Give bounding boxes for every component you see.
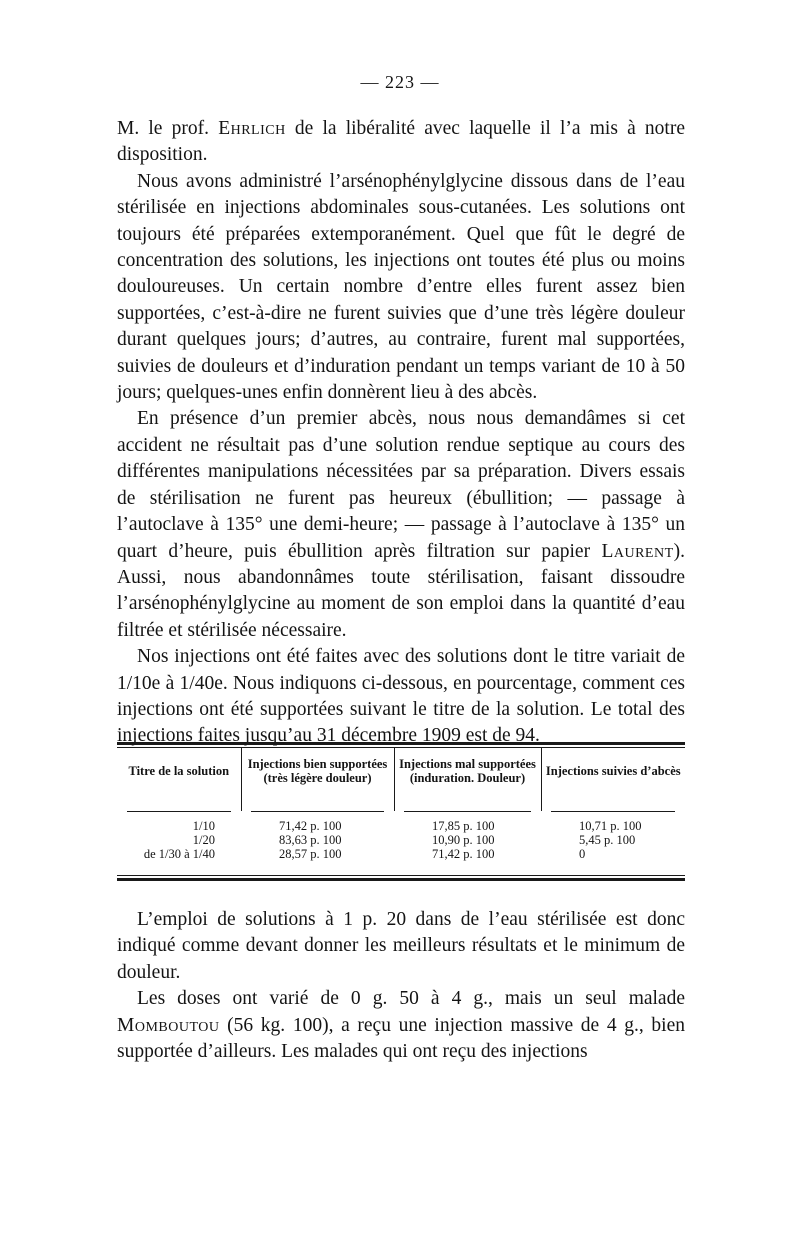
text-segment: M. le prof.: [117, 118, 219, 139]
cell-titre: 1/20: [192, 833, 215, 847]
text-segment: de la libéralité avec laquelle il l’a mis à notre disposition.: [117, 118, 685, 166]
author-name: Momboutou: [117, 1014, 220, 1036]
table-row: [117, 812, 685, 833]
header-titre: Titre de la solution: [128, 763, 230, 778]
text-segment: (56 kg. 100), a reçu une injection massive de 4 g., bien supportée d’ailleurs. Les malades qui ont reçu des injections: [117, 1014, 685, 1063]
cell-bien: 71,42 p. 100: [279, 819, 342, 833]
text-segment: ). Aussi, nous abandonnâmes toute stérilisation, faisant dissoudre l’arsénophénylglycine au moment de son emploi dans la quantité d’eau filtrée et stérilisée nécessaire.: [117, 540, 685, 641]
cell-bien: 83,63 p. 100: [279, 833, 342, 847]
page-number: — 223 —: [360, 72, 440, 92]
author-name: Ehrlich: [218, 118, 286, 139]
cell-bien: 28,57 p. 100: [279, 847, 342, 861]
paragraph: [117, 406, 685, 644]
table-row: [117, 847, 685, 875]
cell-abces: 5,45 p. 100: [579, 833, 636, 847]
text-segment: L’emploi de solutions à 1 p. 20 dans de l’eau stérilisée est donc indiqué comme devant donner les meilleurs résultats et le minimum de douleur.: [117, 909, 685, 983]
author-name: Laurent: [601, 540, 674, 562]
header-mal-supportees: Injections mal supportées (induration. Douleur): [394, 748, 541, 811]
cell-abces: 0: [579, 847, 586, 861]
results-table: [117, 742, 685, 881]
body-text-top: [117, 116, 685, 750]
cell-titre: de 1/30 à 1/40: [143, 847, 215, 861]
header-abces: Injections suivies d’abcès: [541, 748, 685, 811]
cell-titre: 1/10: [192, 819, 215, 833]
paragraph: [117, 907, 685, 986]
text-segment: Nos injections ont été faites avec des solutions dont le titre variait de 1/10e à 1/40e. Nous indiquons ci-dessous, en pourcentage, comment ces injections ont été supportées suivant le titre de la solution. Le total des injections faites jusqu’au 31 décembre 1909 est de 94.: [117, 646, 685, 747]
paragraph: [117, 986, 685, 1065]
cell-abces: 10,71 p. 100: [579, 819, 642, 833]
paragraph: [117, 116, 685, 169]
text-segment: Nous avons administré l’arsénophénylglycine dissous dans de l’eau stérilisée en injections abdominales sous-cutanées. Les solutions ont toujours été préparées extemporanément. Quel que fût le degré de concentration des solutions, les injections ont toutes été plus ou moins douloureuses. Un certain nombre d’entre elles furent assez bien supportées, c’est-à-dire ne furent suivies que d’une très légère douleur durant quelques jours; d’autres, au contraire, furent mal supportées, suivies de douleurs et d’induration pendant un temps variant de 10 à 50 jours; quelques-unes enfin donnèrent lieu à des abcès.: [117, 170, 685, 404]
body-text-bottom: [117, 907, 685, 1065]
table-bottom-rule: [117, 878, 685, 881]
text-segment: Les doses ont varié de 0 g. 50 à 4 g., mais un seul malade: [137, 988, 685, 1010]
paragraph: [117, 644, 685, 750]
header-bien-supportees: Injections bien supportées (très légère douleur): [241, 748, 394, 811]
cell-mal: 17,85 p. 100: [432, 819, 495, 833]
table-row: [117, 833, 685, 847]
cell-mal: 10,90 p. 100: [432, 833, 495, 847]
cell-mal: 71,42 p. 100: [432, 847, 495, 861]
table-header-row: [117, 748, 685, 811]
paragraph: [117, 169, 685, 407]
text-segment: En présence d’un premier abcès, nous nous demandâmes si cet accident ne résultait pas d’une solution rendue septique au cours des différentes manipulations nécessitées par sa préparation. Divers essais de stérilisation ne furent pas heureux (ébullition; — passage à l’autoclave à 135° une demi-heure; — passage à l’autoclave à 135° un quart d’heure, puis ébullition après filtration sur papier: [117, 408, 685, 562]
